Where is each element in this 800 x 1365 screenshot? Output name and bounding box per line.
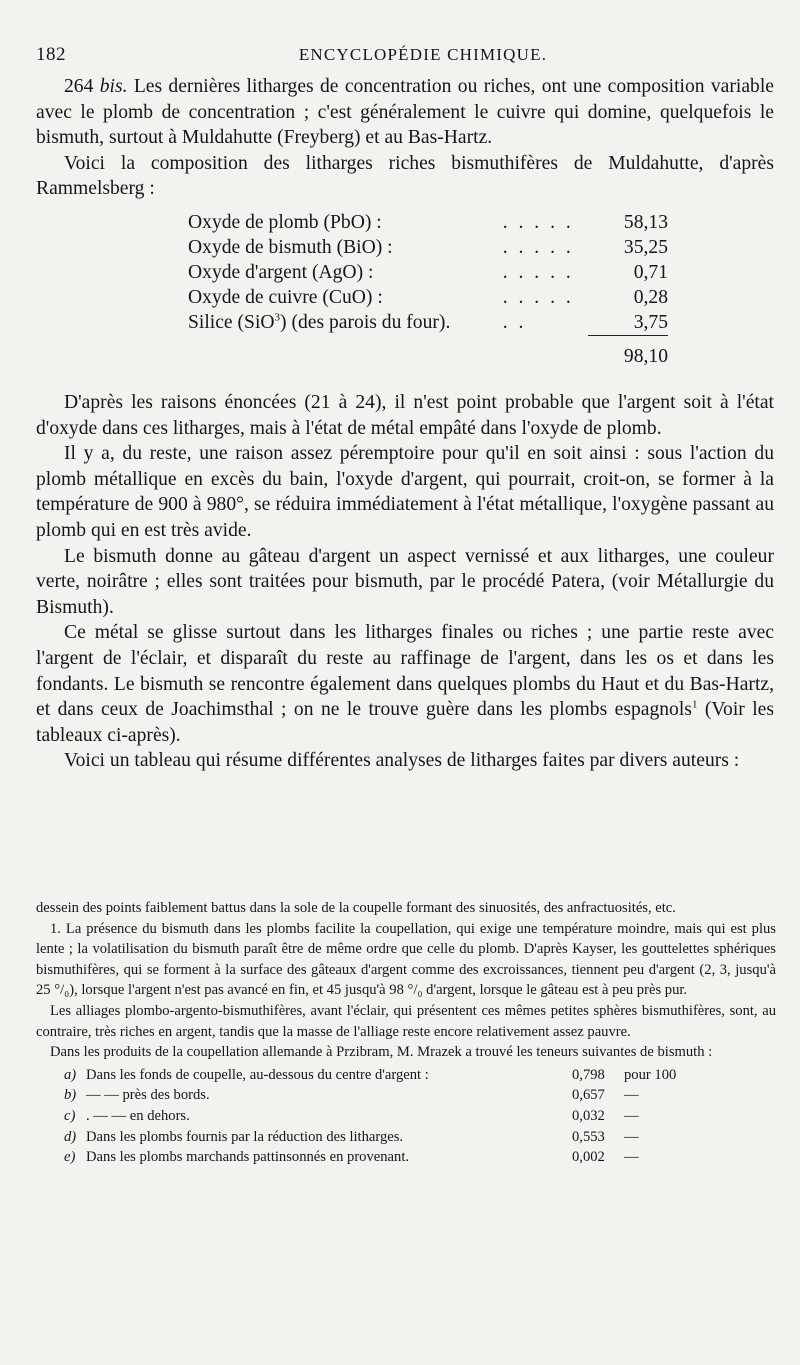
- paragraph-text: Ce métal se glisse surtout dans les litharges finales ou riches ; une partie reste avec l'argent de l'éclair, et disparaît du reste au raffinage de l'argent, dans les os et dans les fondants. Le bismuth se rencontre également dans quelques plombs du Haut et du Bas-Hartz, et dans ceux de Joachimsthal ; on ne le trouve guère dans les plombs espagnols: [36, 622, 774, 721]
- row-label: e): [64, 1149, 76, 1166]
- row-unit: pour 100: [624, 1066, 677, 1083]
- row-description: Dans les plombs fournis par la réduction des litharges.: [86, 1128, 404, 1145]
- row-unit: —: [624, 1128, 639, 1145]
- footnote-marker: 1: [691, 698, 698, 711]
- composition-value: 3,75: [633, 311, 668, 333]
- empty-cell: [503, 335, 588, 372]
- row-label: b): [64, 1087, 77, 1104]
- row-unit: —: [624, 1087, 639, 1104]
- row-value: 0,553: [572, 1128, 605, 1145]
- label-text: ) (des parois du four).: [280, 312, 451, 334]
- footnote: 1. La présence du bismuth dans les plombs facilite la coupellation, qui exige une température moindre, mais qui est plus lente ; la volatilisation du bismuth paraît être de même ordre que celle du plomb. D'après Kayser, les gouttelettes sphériques bismuthifères, qui se forment à la surface des gâteaux d'argent comme des excroissances, tiennent peu d'argent (2, 3, jusqu'à 25 °/₀), lorsque l'argent n'est pas avancé en fin, et 45 jusqu'à 98 °/₀ d'argent, lorsque le gâteau est à peu près pur.: [36, 920, 776, 999]
- leader-dots: . . . . .: [502, 261, 574, 283]
- composition-label: Oxyde d'argent (AgO) :: [188, 261, 374, 283]
- composition-row: [188, 310, 668, 336]
- row-description: Dans les plombs marchands pattinsonnés en provenant.: [86, 1149, 410, 1166]
- row-unit: —: [624, 1107, 639, 1124]
- footnotes: [36, 898, 776, 1168]
- composition-row: [188, 235, 668, 260]
- composition-total-row: [188, 335, 668, 372]
- paragraph: [36, 74, 774, 151]
- row-unit: —: [624, 1149, 639, 1166]
- composition-label: Oxyde de plomb (PbO) :: [188, 211, 382, 233]
- row-description: — — près des bords.: [86, 1087, 210, 1104]
- footnote-continuation: dessein des points faiblement battus dans la sole de la coupelle formant des sinuosités, des anfractuosités, etc.: [36, 900, 676, 916]
- row-description: Dans les fonds de coupelle, au-dessous du centre d'argent :: [86, 1066, 429, 1083]
- footnote: Les alliages plombo-argento-bismuthifères, avant l'éclair, qui présentent ces mêmes petites sphères bismuthifères, sont, au contraire, très riches en argent, tandis que la masse de l'alliage reste encore relativement assez pauvre.: [36, 1002, 776, 1040]
- paragraph: Voici la composition des litharges riches bismuthifères de Muldahutte, d'après Rammelsberg :: [36, 152, 774, 200]
- row-label: c): [64, 1107, 76, 1124]
- composition-value: 0,71: [633, 261, 668, 283]
- superscript: 3: [274, 311, 281, 324]
- paragraph-text: (Voir les tableaux ci-après).: [36, 699, 775, 746]
- row-value: 0,032: [572, 1107, 605, 1124]
- main-text: [36, 74, 774, 774]
- row-value: 0,657: [572, 1087, 605, 1104]
- composition-label: Oxyde de cuivre (CuO) :: [188, 286, 383, 308]
- paragraph: D'après les raisons énoncées (21 à 24), il n'est point probable que l'argent soit à l'état d'oxyde dans ces litharges, mais à l'état de métal empâté dans l'oxyde de plomb.: [36, 391, 774, 439]
- composition-row: [188, 210, 668, 235]
- row-value: 0,798: [572, 1066, 605, 1083]
- row-label: a): [64, 1066, 77, 1083]
- row-description: . — — en dehors.: [86, 1107, 190, 1124]
- page-header: [36, 44, 770, 68]
- paragraph: Le bismuth donne au gâteau d'argent un aspect vernissé et aux litharges, une couleur verte, noirâtre ; elles sont traitées pour bismuth, par le procédé Patera, (voir Métallurgie du Bismuth).: [36, 545, 774, 618]
- footnote: Dans les produits de la coupellation allemande à Przibram, M. Mrazek a trouvé les teneurs suivantes de bismuth :: [50, 1044, 713, 1061]
- table-row: [64, 1127, 694, 1148]
- leader-dots: . . . . .: [502, 286, 574, 308]
- composition-row: [188, 260, 668, 285]
- composition-value: 35,25: [623, 236, 668, 258]
- leader-dots: . . . . .: [502, 236, 574, 258]
- paragraph: [36, 620, 774, 748]
- row-value: 0,002: [572, 1149, 605, 1166]
- bismuth-content-table: [64, 1065, 694, 1168]
- composition-value: 58,13: [623, 211, 668, 233]
- section-suffix: bis.: [99, 76, 128, 97]
- table-row: [64, 1147, 694, 1168]
- composition-label: Oxyde de bismuth (BiO) :: [188, 236, 393, 258]
- paragraph: Il y a, du reste, une raison assez péremptoire pour qu'il en soit ainsi : sous l'action du plomb métallique en excès du bain, l'oxyde d'argent, qui pourrait, croit-on, se former à la température de 900 à 980°, se réduira immédiatement à l'état métallique, l'oxygène passant au plomb qui en est très avide.: [36, 443, 774, 541]
- table-row: [64, 1065, 694, 1086]
- composition-total: 98,10: [588, 335, 668, 372]
- running-title: ENCYCLOPÉDIE CHIMIQUE.: [298, 45, 548, 64]
- table-row: [64, 1106, 694, 1127]
- row-label: d): [64, 1128, 77, 1145]
- composition-table: [188, 210, 668, 372]
- page-number: 182: [36, 44, 66, 65]
- paragraph: Voici un tableau qui résume différentes analyses de litharges faites par divers auteurs :: [64, 750, 740, 772]
- composition-value: 0,28: [633, 286, 668, 308]
- section-number: 264: [64, 76, 94, 97]
- composition-row: [188, 285, 668, 310]
- paragraph-text: Les dernières litharges de concentration ou riches, ont une composition variable avec le plomb de concentration ; c'est généralement le cuivre qui domine, quelquefois le bismuth, surtout à Muldahutte (Freyberg) et au Bas-Hartz.: [36, 76, 774, 149]
- leader-dots: . .: [502, 312, 527, 334]
- label-text: Silice (SiO: [188, 312, 275, 334]
- empty-cell: [188, 335, 503, 372]
- table-row: [64, 1085, 694, 1106]
- composition-label: [188, 310, 503, 336]
- leader-dots: . . . . .: [502, 211, 574, 233]
